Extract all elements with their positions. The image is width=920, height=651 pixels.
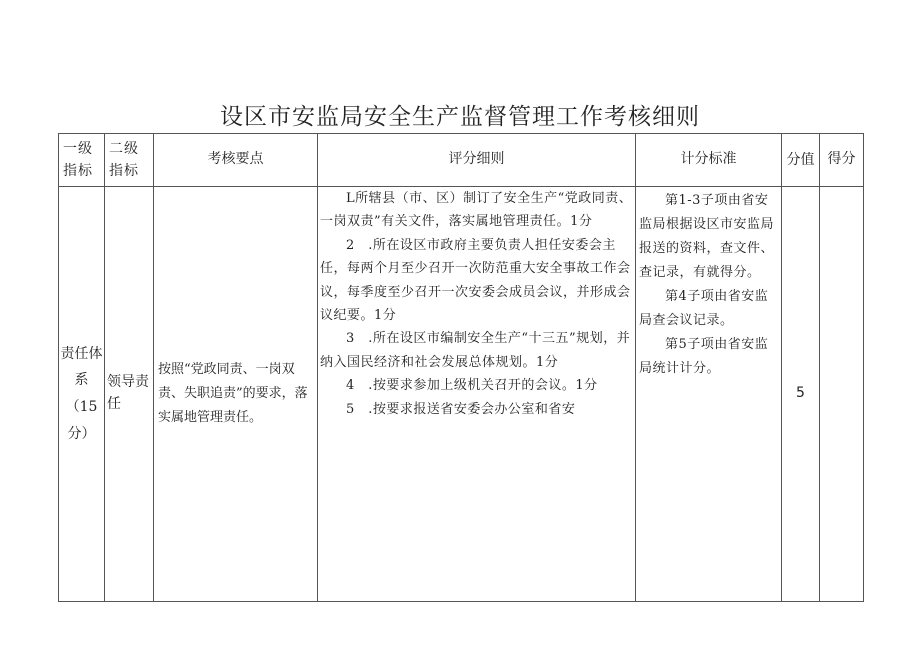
header-level2: 二级指标: [105, 134, 154, 187]
score-cell[interactable]: [820, 187, 864, 602]
header-points: 分值: [782, 134, 820, 187]
assessment-table: [58, 133, 864, 602]
key-points-cell: 按照“党政同责、一岗双责、失职追责”的要求，落实属地管理责任。: [154, 187, 318, 602]
header-standard: 计分标准: [636, 134, 782, 187]
header-key-points: 考核要点: [154, 134, 318, 187]
rule-item-1: L所辖县（市、区）制订了安全生产“党政同责、一岗双责”有关文件，落实属地管理责任。1分: [320, 191, 633, 230]
level2-cell: 领导责任: [105, 187, 154, 602]
rule-item-4: 4 .按要求参加上级机关召开的会议。1分: [346, 378, 598, 394]
table-row: [59, 187, 864, 602]
rules-cell: [318, 187, 636, 602]
header-row: [59, 134, 864, 187]
standard-item-2: 第4子项由省安监局查会议记录。: [639, 289, 769, 329]
points-cell: 5: [782, 187, 820, 602]
header-level1: 一级指标: [59, 134, 105, 187]
standard-cell: [636, 187, 782, 602]
standard-item-1: 第1-3子项由省安监局根据设区市安监局报送的资料，查文件、查记录，有就得分。: [639, 193, 775, 281]
level1-cell: 责任体系（15分）: [59, 187, 105, 602]
standard-item-3: 第5子项由省安监局统计计分。: [639, 337, 769, 377]
rule-item-5: 5 .按要求报送省安委会办公室和省安: [346, 401, 576, 417]
document-title: 设区市安监局安全生产监督管理工作考核细则: [220, 104, 700, 130]
rule-item-2: 2 .所在设区市政府主要负责人担任安委会主任，每两个月至少召开一次防范重大安全事故工作会议，每季度至少召开一次安委会成员会议，并形成会议纪要。1分: [320, 237, 631, 323]
header-rules: 评分细则: [318, 134, 636, 187]
header-score: 得分: [820, 134, 864, 187]
rule-item-3: 3 .所在设区市编制安全生产“十三五”规划，并纳入国民经济和社会发展总体规划。1分: [320, 331, 631, 370]
